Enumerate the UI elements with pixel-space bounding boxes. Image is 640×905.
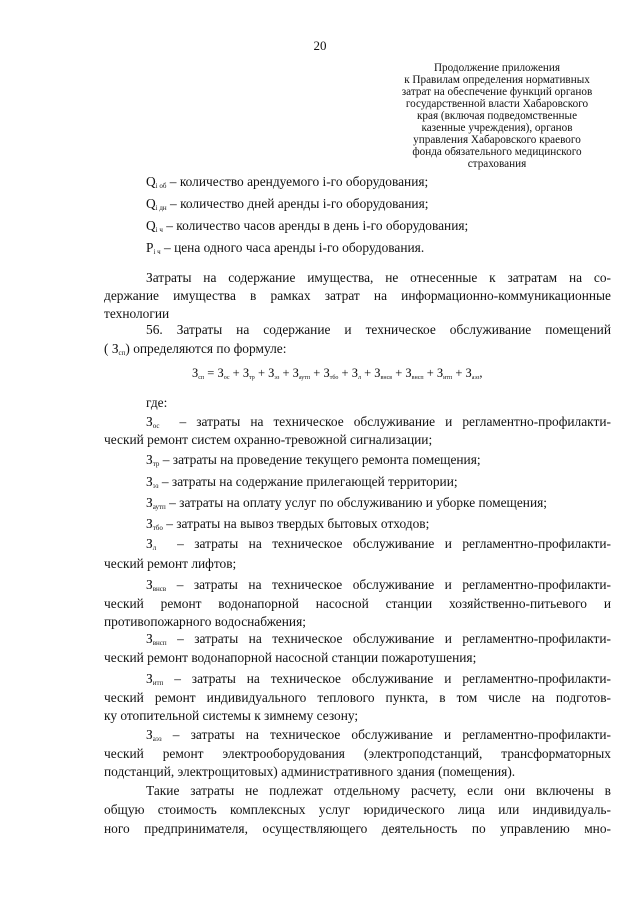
header-line: затрат на обеспечение функций органов (401, 86, 593, 98)
header-line: государственной власти Хабаровского (405, 98, 589, 110)
definition-line: ческий ремонт индивидуального теплового пункта, в том числе на подготов- (104, 690, 611, 705)
final-paragraph-line: Такие затраты не подлежат отдельному расчету, если они включены в (146, 783, 611, 798)
header-line: Продолжение приложения (433, 62, 561, 74)
definition-line: $Q_{i дн}$ – количество дней аренды i-го оборудования; (146, 196, 429, 212)
header-line: фонда обязательного медицинского (412, 146, 582, 158)
definition-line: $З_{эз}$ – затраты на содержание прилегающей территории; (146, 474, 458, 490)
definition-line: ку отопительной системы к зимнему сезону; (104, 708, 359, 723)
definition-line: $З_{итп}$ – затраты на техническое обслуживание и регламентно-профилакти- (146, 671, 611, 687)
page-number: 20 (313, 38, 327, 53)
final-paragraph-line: ного предпринимателя, осуществляющего деятельность по управлению мно- (104, 821, 611, 836)
paragraph-56-line: 56. Затраты на содержание и техническое обслуживание помещений (146, 322, 611, 337)
appendix-header (384, 62, 610, 170)
header-line: казенные учреждения), органов (421, 122, 573, 134)
section-title-line: Затраты на содержание имущества, не отнесенные к затратам на со- (146, 270, 611, 285)
definition-line: $З_{внсв}$ – затраты на техническое обслуживание и регламентно-профилакти- (146, 577, 611, 593)
where-label: где: (146, 395, 168, 410)
definition-line: $Q_{i об}$ – количество арендуемого i-го оборудования; (146, 174, 429, 190)
definition-line: ческий ремонт водонапорной насосной станции пожаротушения; (104, 650, 477, 665)
final-paragraph-line: общую стоимость комплексных услуг юридического лица или индивидуаль- (104, 802, 611, 817)
header-line: к Правилам определения нормативных (404, 74, 590, 86)
definition-line: ческий ремонт лифтов; (104, 556, 237, 571)
definition-line: ческий ремонт электрооборудования (электроподстанций, трансформаторных (104, 746, 611, 761)
paragraph-56-line: ( $З_{сп}$) определяются по формуле: (104, 341, 287, 357)
header-line: края (включая подведомственные (416, 110, 578, 122)
definition-line: подстанций, электрощитовых) административного здания (помещения). (104, 764, 516, 779)
header-line: страхования (467, 158, 527, 170)
formula: $З_{сп} = З_{ос} + З_{тр} + З_{эз} + З_{аутп} + З_{тбо} + З_л + З_{внсв} + З_{внсп} + З_{итп} + З_{аэз}$, (192, 366, 483, 381)
section-title-line: держание имущества в рамках затрат на информационно-коммуникационные (104, 288, 611, 303)
header-line: управления Хабаровского краевого (413, 134, 581, 146)
definition-line: ческий ремонт систем охранно-тревожной сигнализации; (104, 432, 433, 447)
definition-line: $З_{тбо}$ – затраты на вывоз твердых бытовых отходов; (146, 516, 430, 532)
definition-line: $З_л$ – затраты на техническое обслуживание и регламентно-профилакти- (146, 536, 611, 552)
section-title-line: технологии (104, 306, 170, 321)
definition-line: $З_{аэз}$ – затраты на техническое обслуживание и регламентно-профилакти- (146, 727, 611, 743)
definition-line: $З_{аутп}$ – затраты на оплату услуг по обслуживанию и уборке помещения; (146, 495, 547, 511)
definition-line: $P_{i ч}$ – цена одного часа аренды i-го оборудования. (146, 240, 425, 256)
definition-line: ческий ремонт водонапорной насосной станции хозяйственно-питьевого и (104, 596, 611, 611)
definition-line: противопожарного водоснабжения; (104, 614, 306, 629)
definition-line: $З_{тр}$ – затраты на проведение текущего ремонта помещения; (146, 452, 481, 468)
definition-line: $З_{ос}$ – затраты на техническое обслуживание и регламентно-профилакти- (146, 414, 611, 430)
definition-line: $З_{внсп}$ – затраты на техническое обслуживание и регламентно-профилакти- (146, 631, 611, 647)
definition-line: $Q_{i ч}$ – количество часов аренды в день i-го оборудования; (146, 218, 469, 234)
